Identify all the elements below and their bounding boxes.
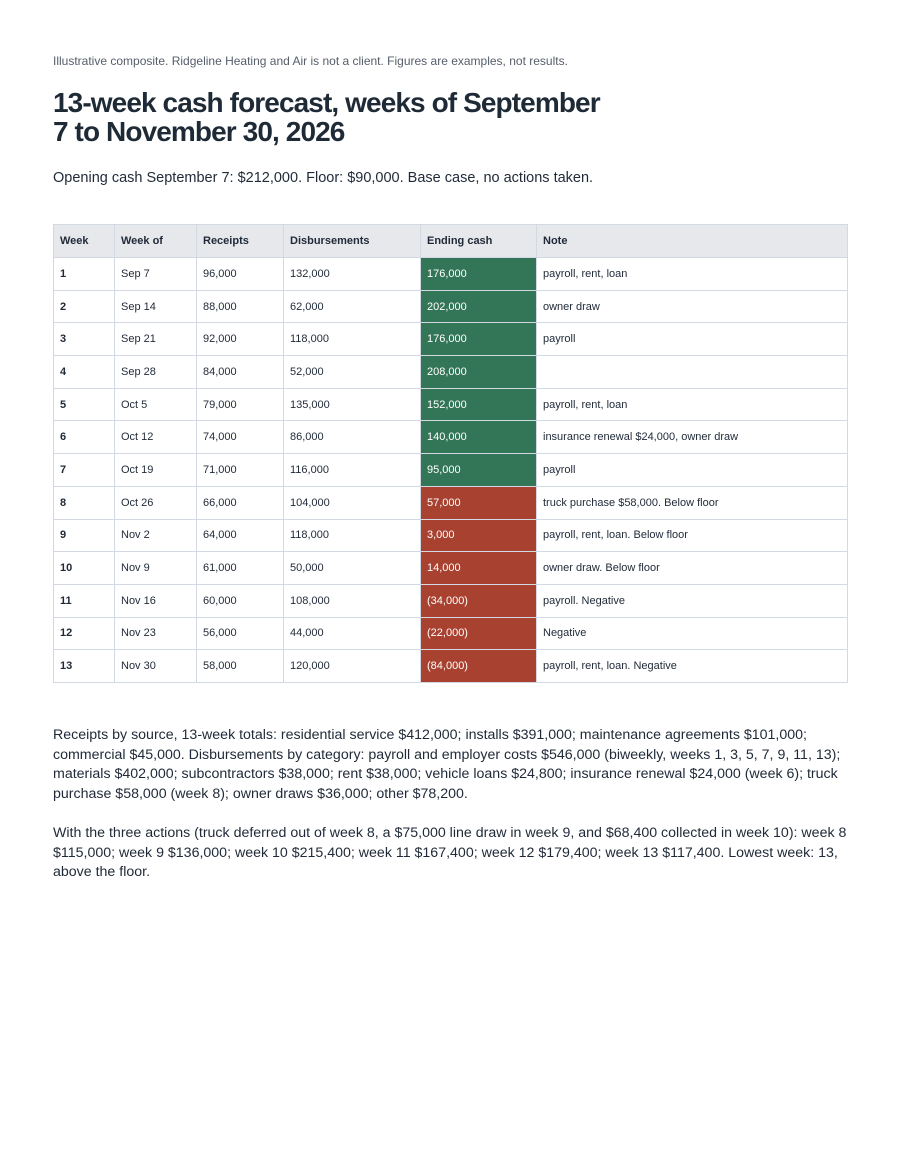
cell-week: 8 bbox=[54, 486, 115, 519]
cell-note: payroll, rent, loan bbox=[537, 258, 848, 291]
cell-disbursements: 62,000 bbox=[284, 290, 421, 323]
cell-disbursements: 132,000 bbox=[284, 258, 421, 291]
cell-week-of: Nov 23 bbox=[115, 617, 197, 650]
cell-week-of: Oct 19 bbox=[115, 454, 197, 487]
cell-ending-cash: 3,000 bbox=[421, 519, 537, 552]
actions-scenario-summary: With the three actions (truck deferred out of week 8, a $75,000 line draw in week 9, and $68,400 collected in week 10): week 8 $115,000; week 9 $136,000; week 10 $215,400; week 11 $167,400; week 12 $179,400; week 13 $117,400. Lowest week: 13, above the floor. bbox=[53, 825, 847, 880]
table-body bbox=[54, 258, 848, 683]
cell-ending-cash: 14,000 bbox=[421, 552, 537, 585]
receipts-disbursements-summary: Receipts by source, 13-week totals: residential service $412,000; installs $391,000; maintenance agreements $101,000; commercial $45,000. Disbursements by category: payroll and employer costs $546,000 (biweekly, weeks 1, 3, 5, 7, 9, 11, 13); materials $402,000; subcontractors $38,000; rent $38,000; vehicle loans $24,800; insurance renewal $24,000 (week 6); truck purchase $58,000 (week 8); owner draws $36,000; other $78,200. bbox=[53, 727, 841, 802]
table-row bbox=[54, 617, 848, 650]
cell-week-of: Nov 30 bbox=[115, 650, 197, 683]
cell-disbursements: 116,000 bbox=[284, 454, 421, 487]
cell-ending-cash: 176,000 bbox=[421, 258, 537, 291]
cash-forecast-table bbox=[53, 224, 848, 683]
cell-disbursements: 118,000 bbox=[284, 519, 421, 552]
cell-disbursements: 135,000 bbox=[284, 388, 421, 421]
cell-disbursements: 44,000 bbox=[284, 617, 421, 650]
table-row bbox=[54, 356, 848, 389]
cell-receipts: 61,000 bbox=[197, 552, 284, 585]
table-row bbox=[54, 258, 848, 291]
disclaimer: Illustrative composite. Ridgeline Heating and Air is not a client. Figures are examples, not results. bbox=[53, 54, 568, 68]
cell-note: payroll, rent, loan. Below floor bbox=[537, 519, 848, 552]
table-row bbox=[54, 388, 848, 421]
cell-ending-cash: 152,000 bbox=[421, 388, 537, 421]
table-row bbox=[54, 650, 848, 683]
page-title: 13-week cash forecast, weeks of September 7 to November 30, 2026 bbox=[53, 87, 600, 147]
column-header-receipts: Receipts bbox=[197, 225, 284, 258]
page-subtitle: Opening cash September 7: $212,000. Floor: $90,000. Base case, no actions taken. bbox=[53, 170, 594, 186]
column-header-week-of: Week of bbox=[115, 225, 197, 258]
cell-disbursements: 120,000 bbox=[284, 650, 421, 683]
table-row bbox=[54, 421, 848, 454]
cell-week-of: Sep 7 bbox=[115, 258, 197, 291]
cell-receipts: 56,000 bbox=[197, 617, 284, 650]
cell-receipts: 71,000 bbox=[197, 454, 284, 487]
cell-note: payroll, rent, loan bbox=[537, 388, 848, 421]
cell-week: 5 bbox=[54, 388, 115, 421]
cell-week: 6 bbox=[54, 421, 115, 454]
cell-disbursements: 118,000 bbox=[284, 323, 421, 356]
cell-week: 3 bbox=[54, 323, 115, 356]
cell-ending-cash: (84,000) bbox=[421, 650, 537, 683]
cell-week: 12 bbox=[54, 617, 115, 650]
cell-week: 9 bbox=[54, 519, 115, 552]
table-row bbox=[54, 454, 848, 487]
cell-ending-cash: 95,000 bbox=[421, 454, 537, 487]
cell-receipts: 58,000 bbox=[197, 650, 284, 683]
cell-week: 7 bbox=[54, 454, 115, 487]
cell-ending-cash: 176,000 bbox=[421, 323, 537, 356]
cell-note: payroll. Negative bbox=[537, 584, 848, 617]
table-header-row bbox=[54, 225, 848, 258]
cell-receipts: 88,000 bbox=[197, 290, 284, 323]
cell-disbursements: 50,000 bbox=[284, 552, 421, 585]
cell-disbursements: 86,000 bbox=[284, 421, 421, 454]
cell-ending-cash: 208,000 bbox=[421, 356, 537, 389]
cell-disbursements: 108,000 bbox=[284, 584, 421, 617]
cell-week-of: Oct 12 bbox=[115, 421, 197, 454]
cell-week: 1 bbox=[54, 258, 115, 291]
table-row bbox=[54, 323, 848, 356]
table-row bbox=[54, 519, 848, 552]
cell-week: 2 bbox=[54, 290, 115, 323]
cell-receipts: 60,000 bbox=[197, 584, 284, 617]
column-header-disbursements: Disbursements bbox=[284, 225, 421, 258]
cell-note: Negative bbox=[537, 617, 848, 650]
cell-ending-cash: 57,000 bbox=[421, 486, 537, 519]
cell-note: owner draw. Below floor bbox=[537, 552, 848, 585]
column-header-week: Week bbox=[54, 225, 115, 258]
cell-receipts: 92,000 bbox=[197, 323, 284, 356]
cell-note: payroll, rent, loan. Negative bbox=[537, 650, 848, 683]
cell-ending-cash: (22,000) bbox=[421, 617, 537, 650]
cell-receipts: 66,000 bbox=[197, 486, 284, 519]
cell-week: 11 bbox=[54, 584, 115, 617]
cell-week-of: Sep 21 bbox=[115, 323, 197, 356]
cell-week-of: Nov 16 bbox=[115, 584, 197, 617]
cell-disbursements: 104,000 bbox=[284, 486, 421, 519]
table-row bbox=[54, 584, 848, 617]
cell-note: payroll bbox=[537, 454, 848, 487]
cell-week-of: Oct 5 bbox=[115, 388, 197, 421]
cell-ending-cash: 140,000 bbox=[421, 421, 537, 454]
cell-ending-cash: 202,000 bbox=[421, 290, 537, 323]
cell-receipts: 96,000 bbox=[197, 258, 284, 291]
cell-week: 4 bbox=[54, 356, 115, 389]
cell-week-of: Sep 14 bbox=[115, 290, 197, 323]
table-row bbox=[54, 552, 848, 585]
cell-note: owner draw bbox=[537, 290, 848, 323]
cell-receipts: 84,000 bbox=[197, 356, 284, 389]
cell-note: truck purchase $58,000. Below floor bbox=[537, 486, 848, 519]
cell-ending-cash: (34,000) bbox=[421, 584, 537, 617]
table-row bbox=[54, 486, 848, 519]
column-header-ending-cash: Ending cash bbox=[421, 225, 537, 258]
cell-week-of: Sep 28 bbox=[115, 356, 197, 389]
cell-week-of: Nov 9 bbox=[115, 552, 197, 585]
cell-receipts: 79,000 bbox=[197, 388, 284, 421]
cell-disbursements: 52,000 bbox=[284, 356, 421, 389]
cell-week-of: Oct 26 bbox=[115, 486, 197, 519]
cell-receipts: 64,000 bbox=[197, 519, 284, 552]
cell-note: payroll bbox=[537, 323, 848, 356]
cell-week: 13 bbox=[54, 650, 115, 683]
cell-week-of: Nov 2 bbox=[115, 519, 197, 552]
table-row bbox=[54, 290, 848, 323]
cell-week: 10 bbox=[54, 552, 115, 585]
cell-note bbox=[537, 356, 848, 389]
cell-receipts: 74,000 bbox=[197, 421, 284, 454]
cell-note: insurance renewal $24,000, owner draw bbox=[537, 421, 848, 454]
column-header-note: Note bbox=[537, 225, 848, 258]
